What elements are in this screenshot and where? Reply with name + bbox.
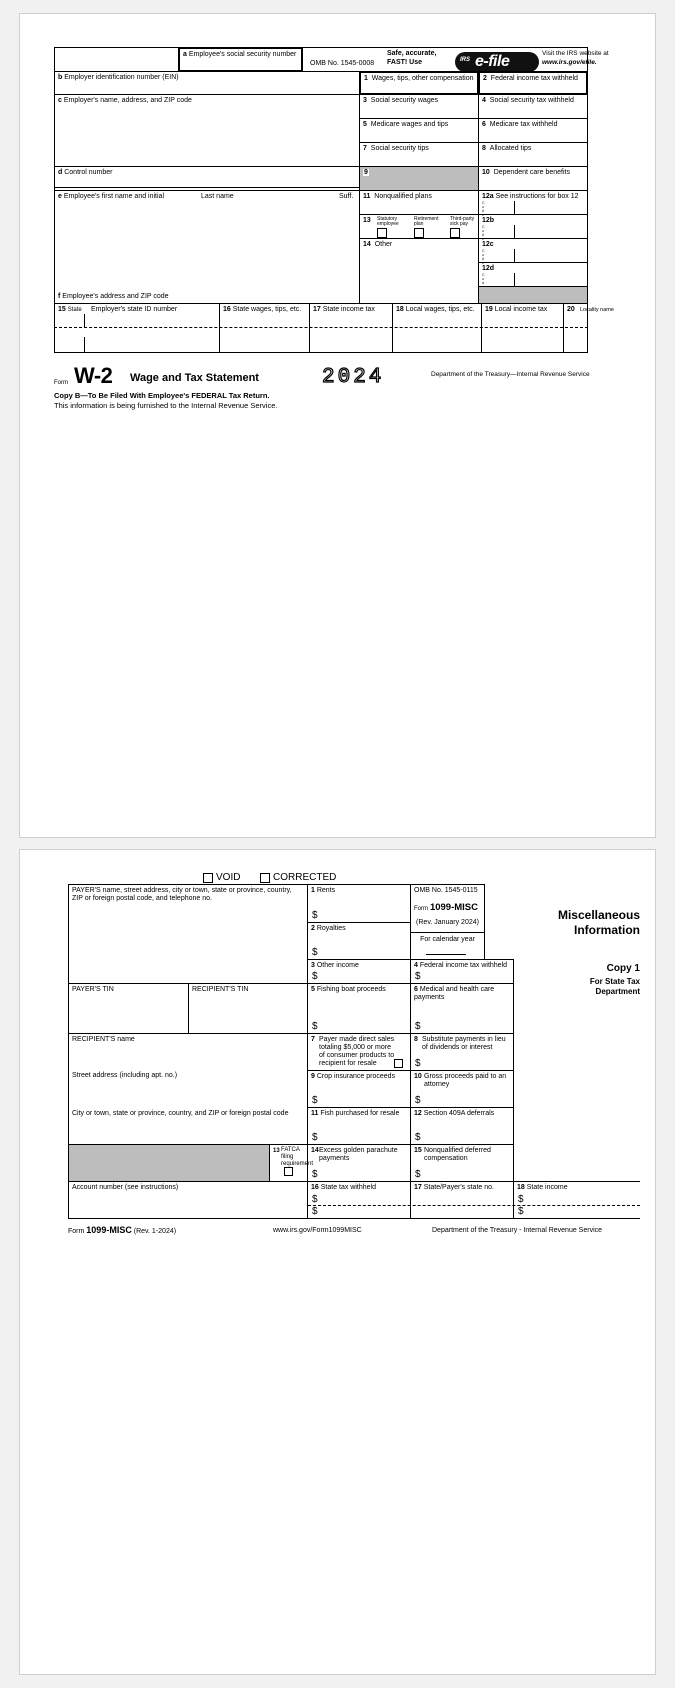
- misc-box-18-dollar-2: $: [518, 1206, 524, 1217]
- misc-box-9-num: 9: [311, 1073, 315, 1080]
- efile-text: e-file: [475, 53, 510, 70]
- misc-copy: Copy 1: [606, 963, 640, 974]
- misc-box-16-label: State tax withheld: [320, 1184, 377, 1191]
- w2-box-8[interactable]: [478, 142, 588, 167]
- w2-box-15[interactable]: [54, 303, 220, 353]
- misc-box-12-dollar: $: [415, 1132, 421, 1143]
- misc-footer-form-word: Form: [68, 1228, 85, 1235]
- w2-box-4[interactable]: [478, 94, 588, 119]
- misc-box-7-checkbox[interactable]: [394, 1059, 403, 1068]
- w2-box-9: [359, 166, 479, 191]
- w2-box-8-num: 8: [482, 145, 486, 152]
- w2-statutory-checkbox[interactable]: [377, 228, 387, 238]
- misc-box-1-dollar: $: [312, 910, 318, 921]
- misc-box-11-dollar: $: [312, 1132, 318, 1143]
- w2-box-9-num: 9: [364, 169, 368, 176]
- misc-box-16-dollar-1: $: [312, 1194, 318, 1205]
- w2-box-15-num: 15: [58, 306, 66, 313]
- misc-city-label: City or town, state or province, country, and ZIP or foreign postal code: [72, 1110, 289, 1117]
- w2-box-e-last: Last name: [201, 193, 234, 200]
- misc-recipient-tin[interactable]: [188, 983, 308, 1034]
- w2-box-e-suff: Suff.: [339, 193, 354, 200]
- misc-box-15-label: Nonqualified deferred compensation: [424, 1147, 491, 1162]
- w2-box-11-num: 11: [363, 193, 371, 200]
- misc-box-13-label: FATCA filing requirement: [281, 1147, 314, 1167]
- misc-title-1: Miscellaneous: [557, 908, 640, 922]
- w2-top-line-right: [302, 47, 588, 48]
- w2-box-14-num: 14: [363, 241, 371, 248]
- misc-box-6[interactable]: [410, 983, 514, 1034]
- w2-box-11[interactable]: [359, 190, 479, 215]
- w2-box-c[interactable]: c Employer's name, address, and ZIP code: [54, 94, 360, 188]
- misc-box-7-label: Payer made direct sales totaling $5,000 or more of consumer products to recipient for resale: [319, 1036, 395, 1067]
- misc-box-17[interactable]: [410, 1181, 514, 1219]
- misc-box-18-label: State income: [526, 1184, 568, 1191]
- misc-box-7-num: 7: [311, 1036, 315, 1043]
- misc-box-18-dollar-1: $: [518, 1194, 524, 1205]
- void-label: VOID: [216, 872, 241, 883]
- misc-box-12[interactable]: [410, 1107, 514, 1145]
- w2-box-12d-num: 12d: [482, 265, 495, 272]
- misc-box-2-num: 2: [311, 925, 315, 932]
- misc-account-label: Account number (see instructions): [72, 1184, 179, 1191]
- w2-box-12d[interactable]: [478, 262, 588, 287]
- w2-box-12a[interactable]: [478, 190, 588, 215]
- w2-form-title: Wage and Tax Statement: [130, 372, 259, 384]
- w2-box-3[interactable]: [359, 94, 479, 119]
- w2-retirement-checkbox[interactable]: [414, 228, 424, 238]
- w2-box-e-label: Employee's first name and initial: [63, 193, 165, 200]
- misc-box-14-dollar: $: [312, 1169, 318, 1180]
- w2-box-12c-code: C o d e: [482, 249, 485, 265]
- misc-payer-name-label: PAYER'S name, street address, city or town, state or province, country, ZIP or foreign postal code, and telephone no.: [72, 887, 292, 902]
- w2-box-5[interactable]: [359, 118, 479, 143]
- misc-city[interactable]: [72, 1110, 288, 1118]
- w2-box-17-label: State income tax: [322, 306, 375, 313]
- misc-box-10-num: 10: [414, 1073, 422, 1080]
- w2-box-c-label: Employer's name, address, and ZIP code: [63, 97, 192, 104]
- misc-box-16-num: 16: [311, 1184, 319, 1191]
- misc-box-5-dollar: $: [312, 1021, 318, 1032]
- misc-copy-for: For State Tax: [589, 977, 640, 986]
- w2-statutory-label: Statutory employee: [377, 216, 399, 227]
- misc-box-6-label: Medical and health care payments: [414, 986, 495, 1001]
- w2-box-7[interactable]: [359, 142, 479, 167]
- misc-box-6-dollar: $: [415, 1021, 421, 1032]
- misc-box-11-num: 11: [311, 1110, 319, 1117]
- w2-box-19[interactable]: [481, 303, 564, 353]
- misc-box-9[interactable]: [307, 1070, 411, 1108]
- misc-box-3[interactable]: [307, 959, 411, 984]
- w2-box-12d-code: C o d: [482, 273, 485, 285]
- w2-box-13: [359, 214, 479, 239]
- corrected-label: CORRECTED: [273, 872, 337, 883]
- corrected-checkbox[interactable]: [260, 873, 270, 883]
- misc-footer-dept: Department of the Treasury - Internal Revenue Service: [432, 1227, 603, 1234]
- w2-box-10-num: 10: [482, 169, 490, 176]
- w2-safe: Safe, accurate,: [387, 50, 437, 57]
- w2-box-19-label: Local income tax: [494, 306, 548, 313]
- w2-box-12b-num: 12b: [482, 217, 495, 224]
- w2-box-17[interactable]: [309, 303, 393, 353]
- misc-box-13-num: 13: [273, 1148, 280, 1154]
- w2-box-15-label: State: [67, 307, 82, 313]
- w2-box-2-num: 2: [483, 75, 487, 82]
- w2-box-12d-divider: [514, 273, 515, 286]
- misc-box-15[interactable]: [410, 1144, 514, 1182]
- misc-recipient-name-label: RECIPIENT'S name: [72, 1036, 135, 1043]
- misc-box-16-dollar-2: $: [312, 1206, 318, 1217]
- misc-box-9-dollar: $: [312, 1095, 318, 1106]
- misc-box-4-dollar: $: [415, 971, 421, 982]
- misc-box-11[interactable]: [307, 1107, 411, 1145]
- w2-box-20-num: 20: [567, 306, 575, 313]
- misc-payer-tin[interactable]: [68, 983, 189, 1034]
- w2-box-8-label: Allocated tips: [489, 145, 532, 152]
- misc-box-10[interactable]: [410, 1070, 514, 1108]
- misc-box-8-label: Substitute payments in lieu of dividends or interest: [422, 1036, 506, 1051]
- w2-box-16-label: State wages, tips, etc.: [232, 306, 302, 313]
- misc-box-1-num: 1: [311, 887, 315, 894]
- misc-title-2: Information: [574, 923, 640, 937]
- w2-box-12a-label: See instructions for box 12: [495, 193, 579, 200]
- misc-recipient-name[interactable]: [72, 1036, 135, 1044]
- w2-box-12a-divider: [514, 201, 515, 214]
- w2-box-15-divider-bottom: [84, 337, 85, 352]
- w2-box-6[interactable]: [478, 118, 588, 143]
- misc-box-4-num: 4: [414, 962, 418, 969]
- w2-box-12b-divider: [514, 225, 515, 238]
- w2-retirement-label: Retirement plan: [414, 216, 439, 227]
- misc-footer-rev: (Rev. 1-2024): [133, 1228, 177, 1235]
- misc-box-5-num: 5: [311, 986, 315, 993]
- w2-form: [20, 14, 657, 839]
- misc-box-14-num: 14: [311, 1147, 319, 1154]
- w2-box-10[interactable]: [478, 166, 588, 191]
- misc-payer-tin-label: PAYER'S TIN: [72, 986, 114, 993]
- w2-box-e[interactable]: e Employee's first name and initial Last name Suff. f Employee's address and ZIP code: [54, 190, 360, 304]
- misc-shaded-area: [68, 1144, 270, 1182]
- void-checkbox[interactable]: [203, 873, 213, 883]
- w2-form-word: Form: [54, 380, 68, 386]
- w2-box-2[interactable]: [478, 71, 588, 95]
- w2-box-7-num: 7: [363, 145, 367, 152]
- w2-box-12a-code: C o d e: [482, 201, 485, 217]
- w2-box-5-num: 5: [363, 121, 367, 128]
- w2-box-d-label: Control number: [64, 169, 113, 176]
- misc-box-8-dollar: $: [415, 1058, 421, 1069]
- misc-box-2-label: Royalties: [316, 925, 346, 932]
- w2-box-15-divider-top: [84, 314, 85, 327]
- misc-form-word: Form: [414, 906, 428, 912]
- w2-page: [19, 13, 656, 838]
- misc-form-name: 1099-MISC: [429, 902, 479, 913]
- w2-dept: Department of the Treasury—Internal Revenue Service: [431, 371, 590, 378]
- w2-furnished: This information is being furnished to the Internal Revenue Service.: [54, 401, 278, 410]
- misc-box-8[interactable]: [410, 1033, 514, 1071]
- w2-visit-url: www.irs.gov/efile.: [542, 59, 597, 66]
- misc-box-14-label: Excess golden parachute payments: [319, 1147, 398, 1162]
- misc-box-7: [307, 1033, 411, 1071]
- misc-box-13: [269, 1144, 314, 1182]
- misc-rev: (Rev. January 2024): [416, 919, 479, 926]
- misc-box-3-dollar: $: [312, 971, 318, 982]
- misc-box-3-label: Other income: [316, 962, 359, 969]
- misc-box-18[interactable]: [513, 1181, 640, 1219]
- w2-box-1-label: Wages, tips, other compensation: [371, 75, 474, 82]
- w2-box-12a-num: 12a: [482, 193, 494, 200]
- misc-box-2-dollar: $: [312, 947, 318, 958]
- misc-omb-divider: [411, 932, 484, 933]
- w2-box-18[interactable]: [392, 303, 482, 353]
- w2-box-7-label: Social security tips: [370, 145, 429, 152]
- misc-omb-block: [410, 884, 485, 960]
- w2-box-6-num: 6: [482, 121, 486, 128]
- w2-visit: Visit the IRS website at: [542, 50, 609, 57]
- w2-box-f-label: Employee's address and ZIP code: [62, 293, 169, 300]
- misc-calendar: For calendar year: [420, 936, 475, 943]
- w2-box-16[interactable]: [219, 303, 310, 353]
- misc-box-16[interactable]: [307, 1181, 411, 1219]
- misc-box-4[interactable]: [410, 959, 514, 984]
- misc-box-8-num: 8: [414, 1036, 418, 1043]
- w2-box-15b-label: Employer's state ID number: [91, 306, 178, 313]
- misc-box-6-num: 6: [414, 986, 418, 993]
- w2-box-12c[interactable]: [478, 238, 588, 263]
- misc-box-11-label: Fish purchased for resale: [320, 1110, 400, 1117]
- w2-year: 2024: [322, 366, 385, 389]
- w2-box-11-label: Nonqualified plans: [374, 193, 432, 200]
- misc-box-15-num: 15: [414, 1147, 422, 1154]
- w2-box-4-num: 4: [482, 97, 486, 104]
- misc-account[interactable]: [68, 1181, 308, 1219]
- misc-street-label: Street address (including apt. no.): [72, 1072, 178, 1079]
- w2-box-12b[interactable]: [478, 214, 588, 239]
- w2-box-18-num: 18: [396, 306, 404, 313]
- w2-box-b-label: Employer identification number (EIN): [64, 74, 179, 81]
- w2-form-name: W-2: [74, 363, 113, 388]
- misc-box-12-label: Section 409A deferrals: [423, 1110, 495, 1117]
- misc-box-18-num: 18: [517, 1184, 525, 1191]
- w2-box-3-num: 3: [363, 97, 367, 104]
- efile-irs-text: IRS: [460, 57, 471, 63]
- misc-box-10-label: Gross proceeds paid to an attorney: [424, 1073, 507, 1088]
- misc-box-9-label: Crop insurance proceeds: [316, 1073, 396, 1080]
- misc-box-5-label: Fishing boat proceeds: [316, 986, 386, 993]
- w2-third-party-label: Third-party sick pay: [450, 216, 475, 227]
- misc-footer-url: www.irs.gov/Form1099MISC: [273, 1227, 362, 1234]
- w2-fast: FAST! Use: [387, 59, 423, 66]
- w2-box-6-label: Medicare tax withheld: [489, 121, 558, 128]
- misc-payer-name[interactable]: [68, 884, 308, 984]
- misc-box-14[interactable]: [307, 1144, 411, 1182]
- efile-logo: [455, 52, 539, 72]
- misc-calendar-line: [426, 954, 466, 955]
- w2-box-20-label: Locality name: [580, 307, 614, 313]
- w2-box-18-label: Local wages, tips, etc.: [405, 306, 475, 313]
- w2-omb: OMB No. 1545-0008: [310, 60, 375, 67]
- w2-third-party-checkbox[interactable]: [450, 228, 460, 238]
- w2-box-1[interactable]: [359, 71, 479, 95]
- misc-fatca-checkbox[interactable]: [284, 1167, 293, 1176]
- misc-page: [19, 849, 656, 1675]
- w2-state-divider: [54, 327, 588, 328]
- w2-box-10-label: Dependent care benefits: [493, 169, 570, 176]
- w2-box-14[interactable]: [359, 238, 479, 304]
- w2-box-3-label: Social security wages: [370, 97, 439, 104]
- misc-box-2[interactable]: [307, 922, 411, 960]
- w2-box-a[interactable]: a Employee's social security number: [178, 47, 303, 72]
- w2-box-f[interactable]: f Employee's address and ZIP code: [58, 293, 169, 300]
- w2-copy-b: Copy B—To Be Filed With Employee's FEDERAL Tax Return.: [54, 391, 270, 400]
- w2-box-16-num: 16: [223, 306, 231, 313]
- w2-box-5-label: Medicare wages and tips: [370, 121, 449, 128]
- misc-recipient-block: [68, 1033, 308, 1145]
- misc-box-17-label: State/Payer's state no.: [423, 1184, 494, 1191]
- w2-box-13-num: 13: [363, 217, 371, 224]
- w2-box-12b-code: C o d e: [482, 225, 485, 241]
- misc-form: [20, 850, 657, 1676]
- misc-box-17-num: 17: [414, 1184, 422, 1191]
- w2-box-14-label: Other: [374, 241, 393, 248]
- w2-top-line-left: [54, 47, 179, 48]
- misc-box-10-dollar: $: [415, 1095, 421, 1106]
- w2-box-19-num: 19: [485, 306, 493, 313]
- w2-box-12c-num: 12c: [482, 241, 494, 248]
- misc-box-1[interactable]: [307, 884, 411, 923]
- w2-box-b[interactable]: b Employer identification number (EIN): [54, 71, 360, 95]
- w2-box-4-label: Social security tax withheld: [489, 97, 574, 104]
- misc-box-4-label: Federal income tax withheld: [419, 962, 508, 969]
- misc-copy-dept: Department: [595, 987, 640, 996]
- misc-box-1-label: Rents: [316, 887, 336, 894]
- misc-street[interactable]: [72, 1072, 177, 1080]
- misc-omb: OMB No. 1545-0115: [414, 887, 478, 894]
- misc-footer-form: [68, 1225, 176, 1235]
- misc-box-12-num: 12: [414, 1110, 422, 1117]
- misc-box-3-num: 3: [311, 962, 315, 969]
- w2-box-2-label: Federal income tax withheld: [490, 75, 578, 82]
- misc-footer-name: 1099-MISC: [86, 1225, 132, 1235]
- misc-box-5[interactable]: [307, 983, 411, 1034]
- w2-shaded-area: [478, 286, 588, 304]
- w2-box-17-num: 17: [313, 306, 321, 313]
- misc-box-15-dollar: $: [415, 1169, 421, 1180]
- w2-box-d[interactable]: d Control number: [54, 166, 360, 191]
- misc-recipient-tin-label: RECIPIENT'S TIN: [192, 986, 249, 993]
- w2-box-1-num: 1: [364, 75, 368, 82]
- misc-state-divider: [308, 1205, 640, 1206]
- w2-box-12c-divider: [514, 249, 515, 262]
- w2-box-a-label: Employee's social security number: [188, 51, 297, 58]
